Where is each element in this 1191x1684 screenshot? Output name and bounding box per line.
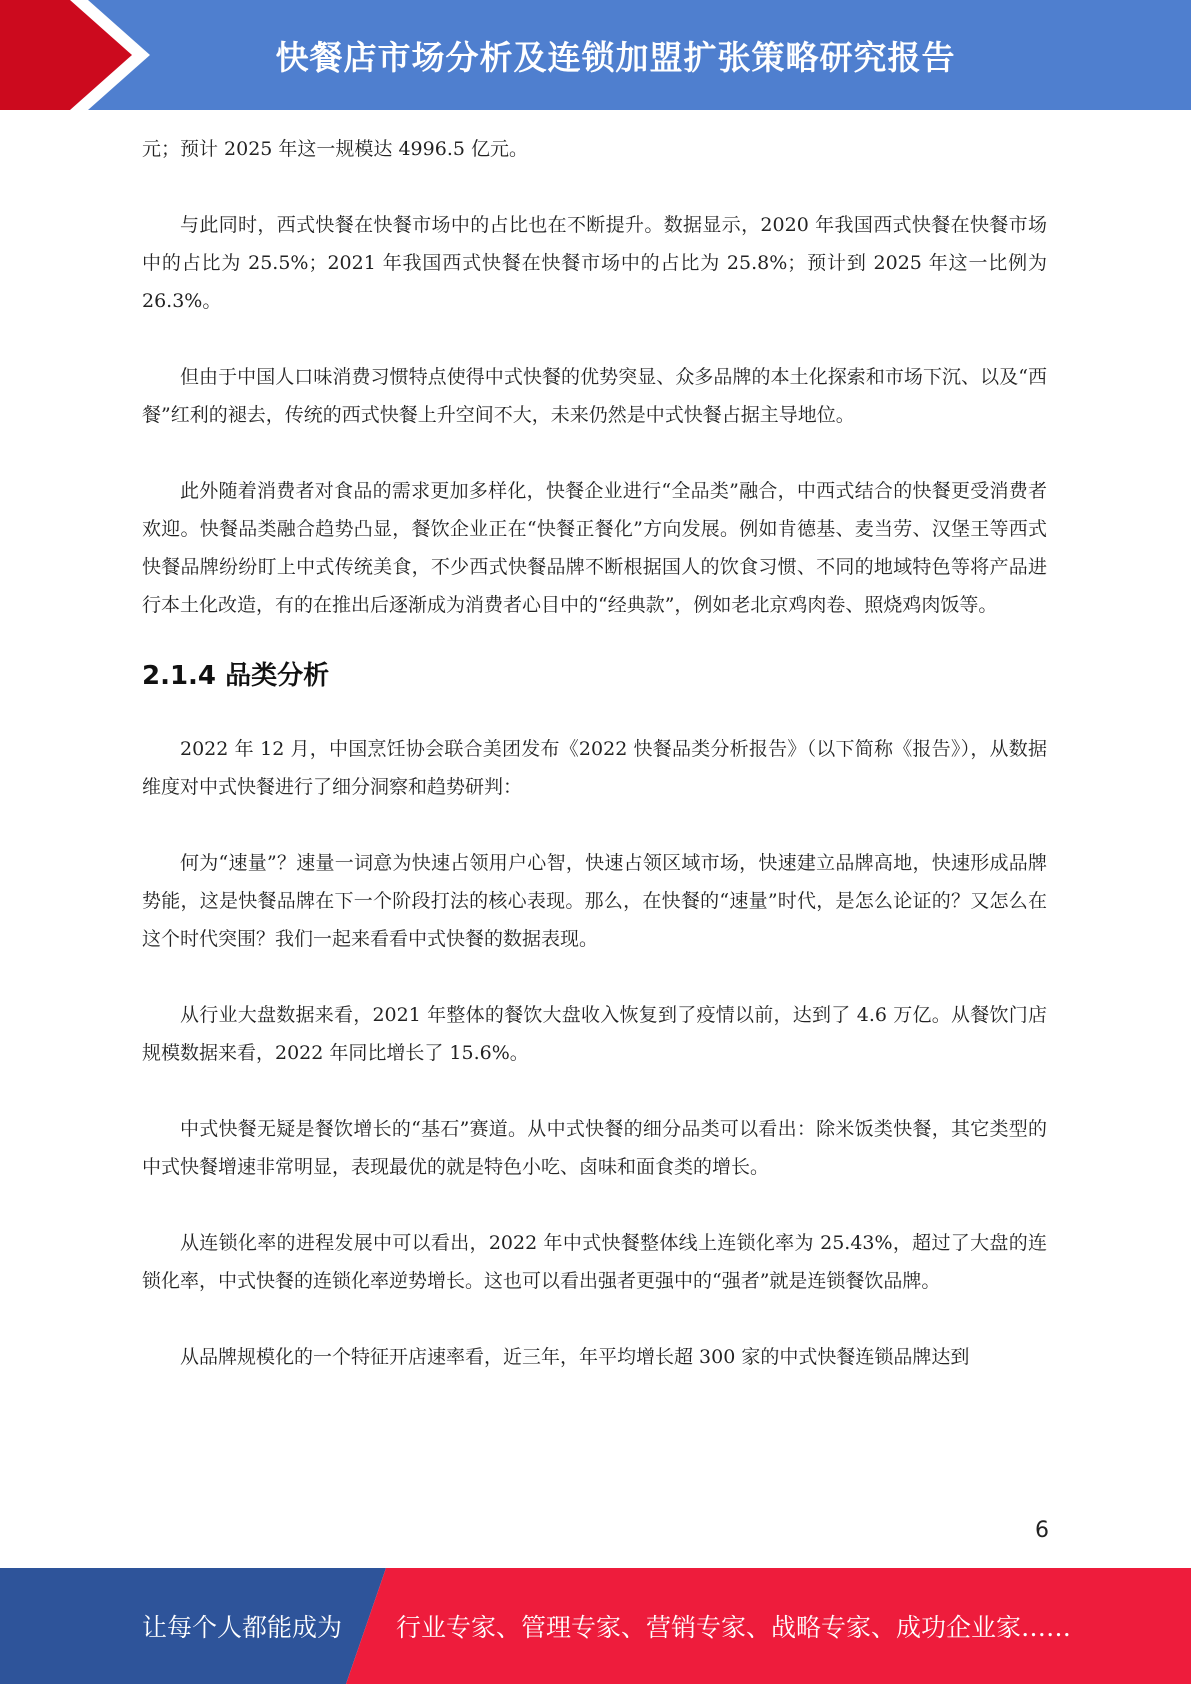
header-title: 快餐店市场分析及连锁加盟扩张策略研究报告 bbox=[275, 37, 956, 77]
paragraph-speed-volume: 何为“速量”？速量一词意为快速占领用户心智，快速占领区域市场，快速建立品牌高地，快速形成品牌势能，这是快餐品牌在下一个阶段打法的核心表现。那么，在快餐的“速量”时代，是怎么论证的？又怎么在这个时代突围？我们一起来看看中式快餐的数据表现。 bbox=[142, 852, 1047, 950]
page-footer bbox=[0, 1568, 1191, 1684]
footer-slogan-left: 让每个人都能成为 bbox=[142, 1613, 343, 1642]
paragraph-western-share: 与此同时，西式快餐在快餐市场中的占比也在不断提升。数据显示，2020 年我国西式快餐在快餐市场中的占比为 25.5%；2021 年我国西式快餐在快餐市场中的占比为 25.8%；预计到 2025 年这一比例为 26.3%。 bbox=[142, 214, 1047, 312]
paragraph-report-release: 2022 年 12 月，中国烹饪协会联合美团发布《2022 快餐品类分析报告》（以下简称《报告》），从数据维度对中式快餐进行了细分洞察和趋势研判： bbox=[142, 738, 1047, 798]
paragraph-industry-data: 从行业大盘数据来看，2021 年整体的餐饮大盘收入恢复到了疫情以前，达到了 4.6 万亿。从餐饮门店规模数据来看，2022 年同比增长了 15.6%。 bbox=[142, 1004, 1047, 1064]
page-header bbox=[0, 0, 1191, 110]
section-heading: 2.1.4 品类分析 bbox=[142, 661, 330, 691]
paragraph-cornerstone: 中式快餐无疑是餐饮增长的“基石”赛道。从中式快餐的细分品类可以看出：除米饭类快餐，其它类型的中式快餐增速非常明显，表现最优的就是特色小吃、卤味和面食类的增长。 bbox=[142, 1118, 1047, 1178]
footer-slogan-right: 行业专家、管理专家、营销专家、战略专家、成功企业家…… bbox=[396, 1613, 1072, 1642]
paragraph-chinese-dominance: 但由于中国人口味消费习惯特点使得中式快餐的优势突显、众多品牌的本土化探索和市场下沉、以及“西餐”红利的褪去，传统的西式快餐上升空间不大，未来仍然是中式快餐占据主导地位。 bbox=[142, 366, 1047, 426]
document-body bbox=[142, 130, 1047, 1414]
paragraph-chain-rate: 从连锁化率的进程发展中可以看出，2022 年中式快餐整体线上连锁化率为 25.43%，超过了大盘的连锁化率，中式快餐的连锁化率逆势增长。这也可以看出强者更强中的“强者”就是连锁餐饮品牌。 bbox=[142, 1232, 1047, 1292]
page-number: 6 bbox=[1035, 1518, 1049, 1543]
paragraph-category-fusion: 此外随着消费者对食品的需求更加多样化，快餐企业进行“全品类”融合，中西式结合的快餐更受消费者欢迎。快餐品类融合趋势凸显，餐饮企业正在“快餐正餐化”方向发展。例如肯德基、麦当劳、汉堡王等西式快餐品牌纷纷盯上中式传统美食，不少西式快餐品牌不断根据国人的饮食习惯、不同的地域特色等将产品进行本土化改造，有的在推出后逐渐成为消费者心目中的“经典款”，例如老北京鸡肉卷、照烧鸡肉饭等。 bbox=[142, 480, 1047, 616]
paragraph-store-growth: 从品牌规模化的一个特征开店速率看，近三年，年平均增长超 300 家的中式快餐连锁品牌达到 bbox=[180, 1346, 970, 1368]
paragraph-continuation: 元；预计 2025 年这一规模达 4996.5 亿元。 bbox=[142, 138, 528, 160]
